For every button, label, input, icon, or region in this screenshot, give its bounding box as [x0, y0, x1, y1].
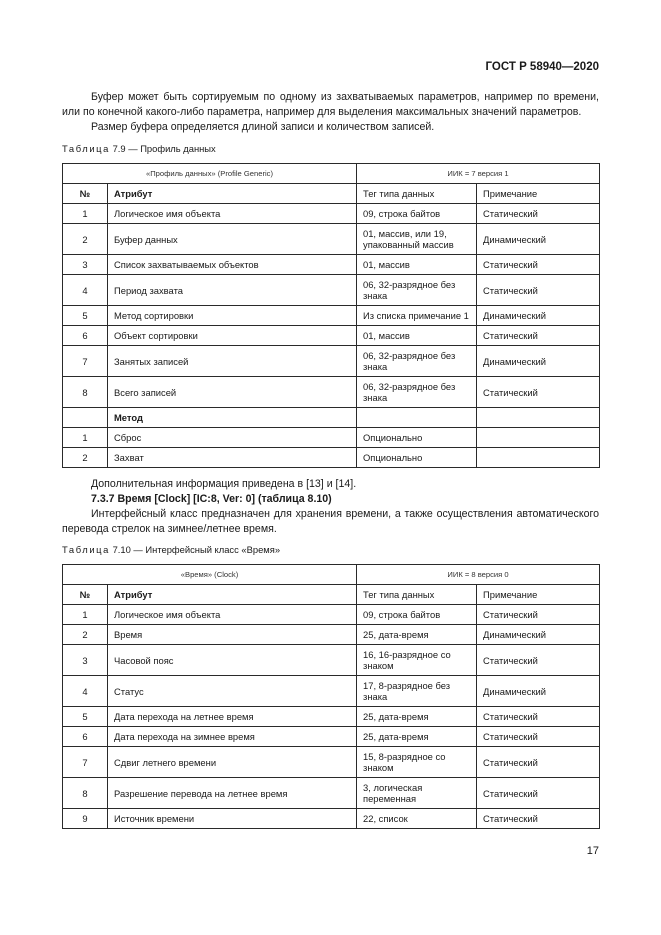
intro-paragraph-2: Размер буфера определяется длиной записи и количеством записей. — [91, 121, 435, 133]
class-name-header: «Профиль данных» (Profile Generic) — [63, 164, 357, 184]
row-attribute: Дата перехода на летнее время — [108, 707, 357, 727]
empty-cell — [477, 428, 600, 448]
table-row — [63, 346, 600, 377]
profile-data-table — [62, 163, 600, 468]
row-attribute: Буфер данных — [108, 224, 357, 255]
row-type: 15, 8-разрядное со знаком — [357, 747, 477, 778]
row-note: Статический — [477, 605, 600, 625]
method-name: Захват — [108, 448, 357, 468]
row-note: Статический — [477, 275, 600, 306]
row-note: Динамический — [477, 346, 600, 377]
table-row — [63, 377, 600, 408]
page-number: 17 — [586, 845, 599, 857]
table-row — [63, 778, 600, 809]
row-attribute: Часовой пояс — [108, 645, 357, 676]
row-number: 5 — [63, 707, 108, 727]
row-note: Статический — [477, 747, 600, 778]
row-number: 9 — [63, 809, 108, 829]
row-number: 8 — [63, 778, 108, 809]
row-note: Статический — [477, 645, 600, 676]
class-name-header: «Время» (Clock) — [63, 565, 357, 585]
empty-cell — [357, 408, 477, 428]
table-class-header-row — [63, 565, 600, 585]
row-attribute: Логическое имя объекта — [108, 204, 357, 224]
row-number: 7 — [63, 747, 108, 778]
method-type: Опционально — [357, 448, 477, 468]
row-type: 25, дата-время — [357, 727, 477, 747]
row-type: 01, массив, или 19, упакованный массив — [357, 224, 477, 255]
table1-caption-title: 7.9 — Профиль данных — [109, 143, 216, 154]
row-attribute: Логическое имя объекта — [108, 605, 357, 625]
document-code: ГОСТ Р 58940—2020 — [485, 61, 599, 73]
table-row — [63, 275, 600, 306]
row-type: 25, дата-время — [357, 625, 477, 645]
column-header-attribute: Атрибут — [108, 184, 357, 204]
row-attribute: Объект сортировки — [108, 326, 357, 346]
section-heading: 7.3.7 Время [Clock] [IC:8, Ver: 0] (таблица 8.10) — [91, 493, 332, 505]
method-row — [63, 428, 600, 448]
middle-paragraph-2: Интерфейсный класс предназначен для хранения времени, а также осуществления автоматического перевода стрелок на зимнее/летнее время. — [62, 508, 599, 535]
table2-caption — [62, 544, 280, 555]
row-number: 3 — [63, 645, 108, 676]
table-row — [63, 676, 600, 707]
row-type: 22, список — [357, 809, 477, 829]
row-number: 1 — [63, 605, 108, 625]
row-number: 6 — [63, 727, 108, 747]
row-type: 01, массив — [357, 255, 477, 275]
row-type: Из списка примечание 1 — [357, 306, 477, 326]
row-number: 1 — [63, 204, 108, 224]
table-row — [63, 204, 600, 224]
row-type: 09, строка байтов — [357, 204, 477, 224]
table-row — [63, 747, 600, 778]
table-class-header-row — [63, 164, 600, 184]
table2-caption-title: 7.10 — Интерфейсный класс «Время» — [109, 544, 281, 555]
row-number: 4 — [63, 275, 108, 306]
table-row — [63, 707, 600, 727]
row-number: 7 — [63, 346, 108, 377]
method-number: 1 — [63, 428, 108, 448]
row-type: 06, 32-разрядное без знака — [357, 346, 477, 377]
method-type: Опционально — [357, 428, 477, 448]
table1-caption — [62, 143, 216, 154]
row-attribute: Метод сортировки — [108, 306, 357, 326]
method-number: 2 — [63, 448, 108, 468]
row-type: 06, 32-разрядное без знака — [357, 275, 477, 306]
column-header-type: Тег типа данных — [357, 585, 477, 605]
column-header-type: Тег типа данных — [357, 184, 477, 204]
row-type: 25, дата-время — [357, 707, 477, 727]
row-number: 3 — [63, 255, 108, 275]
table1-caption-label: Таблица — [62, 143, 110, 154]
table-row — [63, 326, 600, 346]
row-note: Статический — [477, 377, 600, 408]
column-header-attribute: Атрибут — [108, 585, 357, 605]
table-row — [63, 306, 600, 326]
table-row — [63, 605, 600, 625]
row-note: Динамический — [477, 625, 600, 645]
middle-paragraph-1: Дополнительная информация приведена в [13] и [14]. — [91, 478, 357, 490]
column-header-number: № — [63, 184, 108, 204]
row-note: Статический — [477, 326, 600, 346]
table-row — [63, 727, 600, 747]
method-header: Метод — [108, 408, 357, 428]
method-row — [63, 448, 600, 468]
table-row — [63, 224, 600, 255]
row-note: Статический — [477, 204, 600, 224]
table-row — [63, 255, 600, 275]
row-type: 17, 8-разрядное без знака — [357, 676, 477, 707]
row-note: Статический — [477, 707, 600, 727]
iik-header: ИИК = 8 версия 0 — [357, 565, 600, 585]
row-attribute: Всего записей — [108, 377, 357, 408]
column-header-note: Примечание — [477, 585, 600, 605]
row-note: Статический — [477, 809, 600, 829]
row-attribute: Список захватываемых объектов — [108, 255, 357, 275]
row-number: 4 — [63, 676, 108, 707]
row-note: Динамический — [477, 306, 600, 326]
row-note: Статический — [477, 727, 600, 747]
table2-caption-label: Таблица — [62, 544, 110, 555]
empty-cell — [477, 448, 600, 468]
intro-paragraph-1: Буфер может быть сортируемым по одному из захватываемых параметров, например по времени, или по конечной какого-либо параметра, например для выделения максимальных значений параметров. — [62, 91, 599, 118]
empty-cell — [63, 408, 108, 428]
row-attribute: Период захвата — [108, 275, 357, 306]
row-number: 2 — [63, 625, 108, 645]
column-header-row — [63, 585, 600, 605]
row-number: 8 — [63, 377, 108, 408]
row-note: Статический — [477, 255, 600, 275]
row-type: 16, 16-разрядное со знаком — [357, 645, 477, 676]
row-number: 6 — [63, 326, 108, 346]
column-header-row — [63, 184, 600, 204]
row-note: Динамический — [477, 224, 600, 255]
method-name: Сброс — [108, 428, 357, 448]
row-type: 09, строка байтов — [357, 605, 477, 625]
row-number: 2 — [63, 224, 108, 255]
row-attribute: Дата перехода на зимнее время — [108, 727, 357, 747]
iik-header: ИИК = 7 версия 1 — [357, 164, 600, 184]
row-type: 06, 32-разрядное без знака — [357, 377, 477, 408]
row-attribute: Занятых записей — [108, 346, 357, 377]
row-number: 5 — [63, 306, 108, 326]
row-attribute: Сдвиг летнего времени — [108, 747, 357, 778]
method-header-row — [63, 408, 600, 428]
row-attribute: Источник времени — [108, 809, 357, 829]
table-row — [63, 625, 600, 645]
row-attribute: Статус — [108, 676, 357, 707]
row-attribute: Разрешение перевода на летнее время — [108, 778, 357, 809]
row-type: 3, логическая переменная — [357, 778, 477, 809]
column-header-note: Примечание — [477, 184, 600, 204]
row-type: 01, массив — [357, 326, 477, 346]
row-note: Статический — [477, 778, 600, 809]
row-attribute: Время — [108, 625, 357, 645]
table-row — [63, 645, 600, 676]
table-row — [63, 809, 600, 829]
clock-class-table — [62, 564, 600, 829]
row-note: Динамический — [477, 676, 600, 707]
empty-cell — [477, 408, 600, 428]
column-header-number: № — [63, 585, 108, 605]
